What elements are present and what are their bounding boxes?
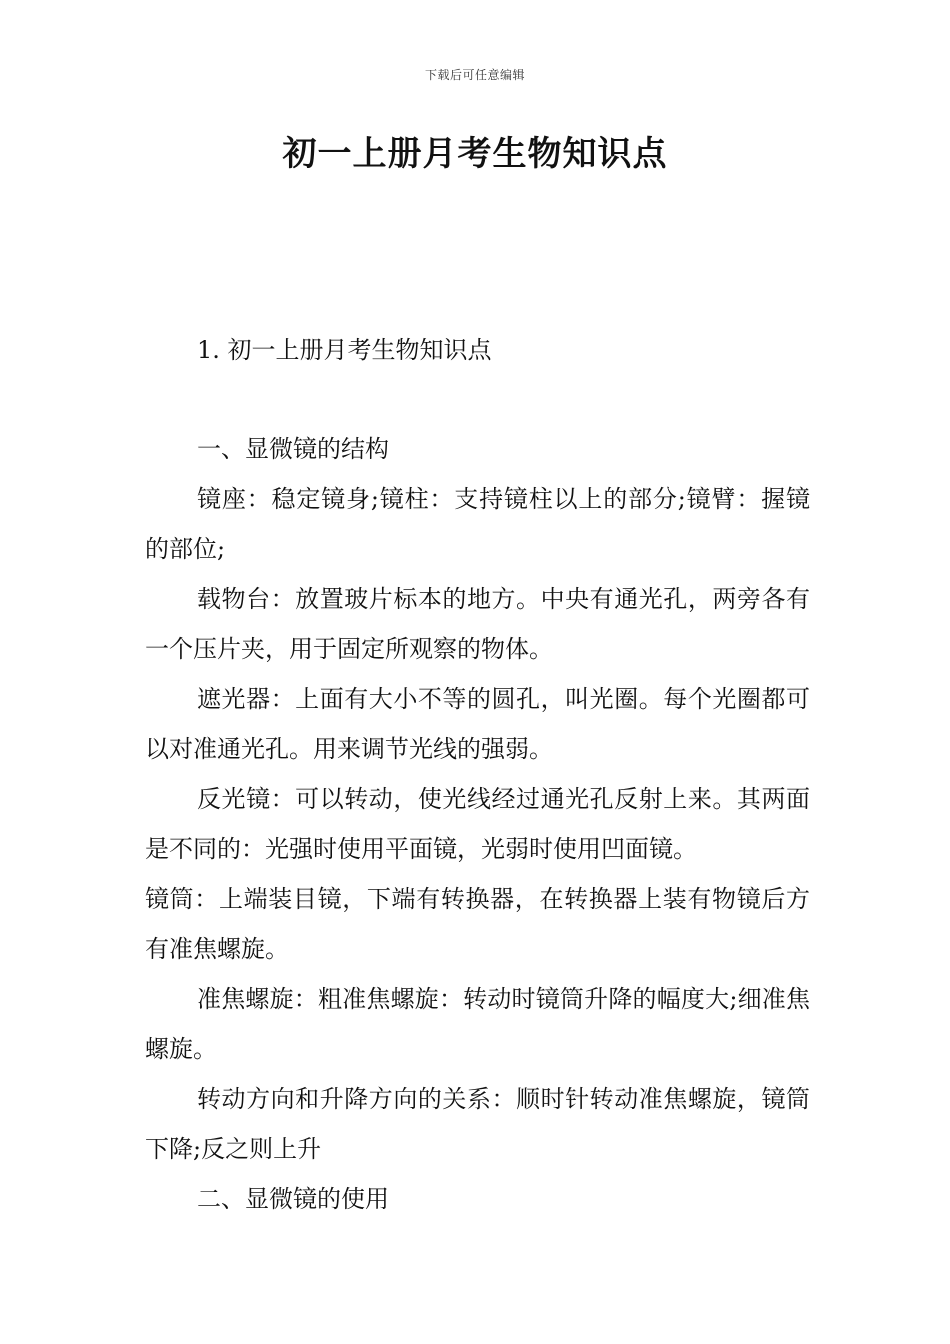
paragraph-stage: 载物台：放置玻片标本的地方。中央有通光孔，两旁各有一个压片夹，用于固定所观察的物体。 <box>145 585 810 663</box>
document-body <box>145 424 810 1224</box>
paragraph-focus-knob: 准焦螺旋：粗准焦螺旋：转动时镜筒升降的幅度大;细准焦螺旋。 <box>145 985 810 1063</box>
section-heading: 1. 初一上册月考生物知识点 <box>197 336 492 364</box>
document-title: 初一上册月考生物知识点 <box>282 134 668 174</box>
heading-microscope-usage: 二、显微镜的使用 <box>197 1185 389 1213</box>
header-note: 下载后可任意编辑 <box>424 68 525 82</box>
paragraph-tube: 镜筒：上端装目镜，下端有转换器，在转换器上装有物镜后方有准焦螺旋。 <box>145 885 810 963</box>
paragraph-mirror: 反光镜：可以转动，使光线经过通光孔反射上来。其两面是不同的：光强时使用平面镜，光弱时使用凹面镜。 <box>145 785 810 863</box>
paragraph-rotation-direction: 转动方向和升降方向的关系：顺时针转动准焦螺旋，镜筒下降;反之则上升 <box>145 1085 810 1163</box>
heading-microscope-structure: 一、显微镜的结构 <box>197 435 389 463</box>
paragraph-diaphragm: 遮光器：上面有大小不等的圆孔，叫光圈。每个光圈都可以对准通光孔。用来调节光线的强弱。 <box>145 685 810 763</box>
paragraph-base-pillar-arm: 镜座：稳定镜身;镜柱：支持镜柱以上的部分;镜臂：握镜的部位; <box>145 485 810 563</box>
